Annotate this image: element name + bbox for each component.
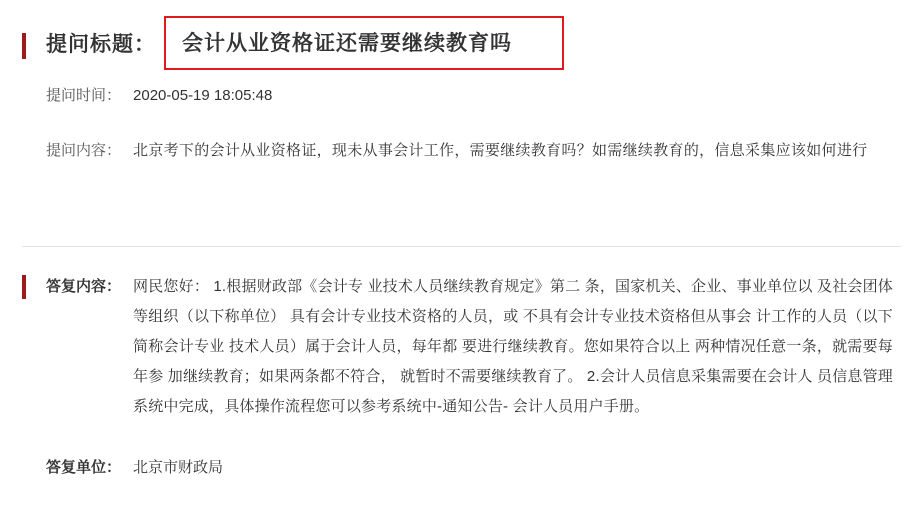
- question-time-label: 提问时间：: [46, 87, 122, 104]
- section-divider: [22, 246, 901, 247]
- answer-unit-row: [0, 422, 923, 477]
- answer-content-value: 网民您好： 1.根据财政部《会计专 业技术人员继续教育规定》第二 条，国家机关、企业、事业单位以 及社会团体等组织（以下称单位） 具有会计专业技术资格的人员，或 不具有会计专业技术资格但从事会 计工作的人员（以下简称会计专业 技术人员）属于会计人员，每年都 要进行继续教育。您如果符合以上 两种情况任意一条，就需要每年参 加继续教育；如果两条都不符合， 就暂时不需要继续教育了。 2.会计人员信息采集需要在会计人 员信息管理系统中完成，具体操作流程您可以参考系统中-通知公告- 会计人员用户手册。: [133, 278, 894, 415]
- question-title-label: 提问标题：: [46, 33, 156, 56]
- answer-content-row: [0, 262, 923, 422]
- question-content-label: 提问内容：: [46, 142, 122, 159]
- answer-content-label: 答复内容：: [46, 278, 122, 295]
- question-title-highlight-box: [164, 16, 564, 70]
- answer-section: [0, 262, 923, 477]
- question-title-row: [0, 0, 923, 58]
- question-title-value: 会计从业资格证还需要继续教育吗: [182, 32, 512, 55]
- answer-unit-value: 北京市财政局: [133, 459, 224, 476]
- question-time-value: 2020-05-19 18:05:48: [133, 87, 273, 104]
- question-content-value: 北京考下的会计从业资格证，现未从事会计工作，需要继续教育吗？如需继续教育的，信息采集应该如何进行: [133, 142, 868, 159]
- accent-bar-icon: [22, 33, 26, 59]
- question-content-row: [0, 105, 923, 164]
- answer-unit-label: 答复单位：: [46, 459, 122, 476]
- question-section: [0, 0, 923, 164]
- accent-bar-icon: [22, 275, 26, 299]
